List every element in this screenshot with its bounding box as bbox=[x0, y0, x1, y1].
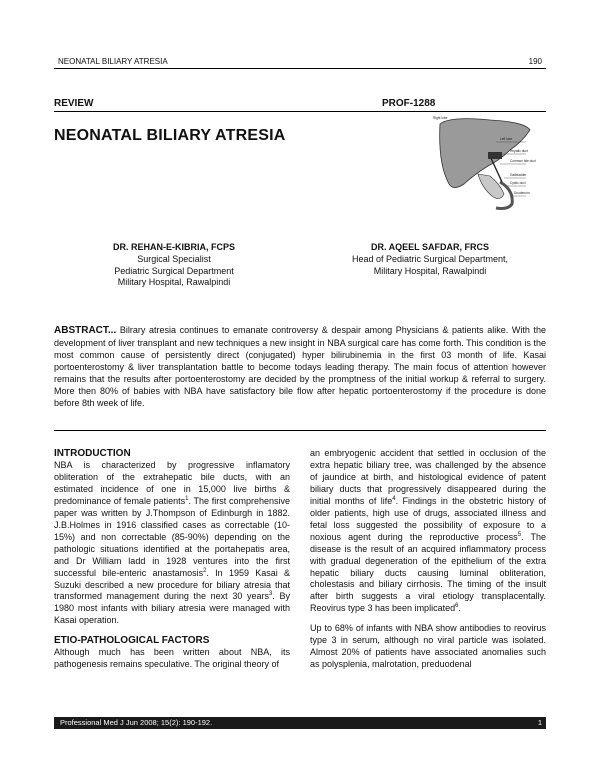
left-column bbox=[54, 448, 290, 671]
abstract-divider bbox=[54, 430, 546, 431]
body-paragraph: an embryogenic accident that settled in occlusion of the extra hepatic biliary tree, was challenged by the absence of jaundice at birth, and histological evidence of patent biliary ducts that progressively disappeared during the initial months of life$^4$. Findings in the obstetric history of older patients, high use of drugs, associated illness and fetal loss suggested the possibility of exposure to a noxious agent during the reproductive process$^5$. The disease is the result of an acquired inflammatory process with gradual degeneration of the epithelium of the extra hepatic biliary ducts causing luminal obliteration, cholestasis and biliary cirrhosis. The timing of the insult after birth suggests a viral etiology transplacentally. Reovirus type 3 has been implicated$^6$. bbox=[310, 448, 546, 614]
author-affiliation: Surgical Specialist bbox=[137, 253, 211, 264]
figure-label-right-lobe: Right lobe bbox=[433, 116, 448, 120]
running-title: NEONATAL BILIARY ATRESIA bbox=[58, 57, 168, 66]
author-affiliation: Head of Pediatric Surgical Department, bbox=[351, 253, 509, 264]
author-affiliation: Military Hospital, Rawalpindi bbox=[373, 265, 487, 276]
citation-ref: 3 bbox=[268, 591, 273, 598]
figure-label-left-lobe: Left lobe bbox=[500, 137, 513, 141]
footer-bar bbox=[54, 717, 546, 729]
right-column bbox=[310, 448, 546, 671]
footer-citation: Professional Med J Jun 2008; 15(2): 190-192. bbox=[60, 718, 213, 727]
figure-label-hepatic-duct: Hepatic duct bbox=[510, 149, 528, 153]
abstract bbox=[54, 324, 546, 409]
figure-label-duodenum: Duodenum bbox=[514, 191, 530, 195]
section-heading-introduction: INTRODUCTION bbox=[54, 448, 131, 459]
author-name: DR. REHAN-E-KIBRIA, FCPS bbox=[112, 242, 235, 252]
figure-label-common-bile-duct: Common bile duct bbox=[510, 159, 536, 163]
page-number: 190 bbox=[528, 57, 542, 66]
citation-ref: 2 bbox=[203, 567, 207, 574]
section-label: REVIEW bbox=[54, 98, 94, 109]
figure-label-cystic-duct: Cystic duct bbox=[510, 181, 526, 185]
figure-label-gallbladder: Gallbladder bbox=[510, 173, 527, 177]
liver-anatomy-figure bbox=[430, 112, 545, 212]
body-paragraph: Up to 68% of infants with NBA show antibodies to reovirus type 3 in serum, although no viral particle was isolated. Almost 20% of patients have associated anomalies such as polysplenia, malrotation, preduodenal bbox=[310, 623, 546, 670]
author-affiliation: Military Hospital, Rawalpindi bbox=[117, 277, 231, 288]
article-code: PROF-1288 bbox=[382, 98, 436, 109]
citation-ref: 1 bbox=[185, 495, 189, 502]
section-heading-etiopathology: ETIO-PATHOLOGICAL FACTORS bbox=[54, 635, 210, 647]
citation-ref: 5 bbox=[517, 531, 522, 538]
citation-ref: 4 bbox=[392, 495, 396, 502]
running-header bbox=[54, 56, 546, 69]
author-block-1 bbox=[54, 242, 294, 289]
author-affiliation: Pediatric Surgical Department bbox=[114, 265, 234, 276]
author-name: DR. AQEEL SAFDAR, FRCS bbox=[370, 242, 489, 252]
article-title: NEONATAL BILIARY ATRESIA bbox=[54, 127, 286, 144]
abstract-label: ABSTRACT... bbox=[54, 325, 117, 336]
citation-ref: 6 bbox=[455, 603, 459, 610]
author-block-2 bbox=[310, 242, 550, 277]
abstract-text: Bilrary atresia continues to emanate controversy & despair among Physicians & patients alike. With the development of liver transplant and new techniques a new insight in NBA surgical care has come forth. This condition is the most common cause of persistently direct (conjugated) hyper bilirubinemia in the first 03 month of life. Kasai portoenterostomy & liver transplantation battle to become todays leading therapy. The main focus of attention however remains that the results after portoenterostomy are decided by the promptness of the initial workup & referral to surgery. More then 80% of babies with NBA have satisfactory bile flow after hepatic portoenterostomy if the procedure is done before 8th week of life. bbox=[54, 325, 546, 408]
footer-page-number: 1 bbox=[537, 718, 542, 727]
intro-paragraph: NBA is characterized by progressive inflamatory obliteration of the extrahepatic bile ducts, with an estimated incidence of one in 15,000 live births & predominance of female patients$^1$. The first comprehensive paper was written by J.Thompson of Edinburgh in 1882. J.B.Holmes in 1916 classified cases as correctable (10-15%) and non correctable (85-90%) depending on the pathologic situations identified at the portahepatis area, and Dr William ladd in 1928 ventures into the first successful bile-enteric anastamosis$^2$. In 1959 Kasai & Suzuki described a new procedure for biliary atresia that transformed management during the next 30 years$^3$. By 1980 most infants with biliary atresia were managed with Kasai operation. bbox=[54, 460, 290, 626]
etio-paragraph: Although much has been written about NBA, its pathogenesis remains speculative. The original theory of bbox=[54, 647, 290, 670]
